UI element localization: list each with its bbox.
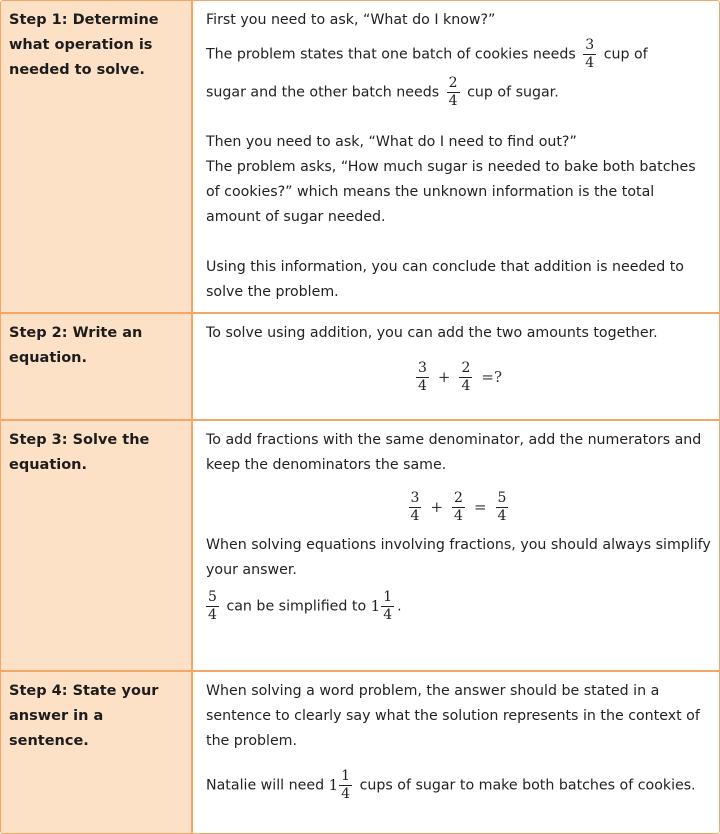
denominator: 4 — [448, 93, 458, 109]
denominator: 4 — [454, 508, 463, 524]
numerator: 1 — [383, 589, 393, 605]
text: cup of sugar. — [467, 84, 559, 101]
denominator: 4 — [208, 607, 217, 623]
text: The problem states that one batch of cookies needs — [206, 46, 576, 63]
text-line: To add fractions with the same denominator, add the numerators and keep the denominators the same. — [206, 432, 702, 473]
denominator: 4 — [417, 378, 427, 394]
mixed-number — [329, 768, 355, 803]
denominator: 4 — [383, 607, 393, 623]
table-row — [1, 672, 719, 833]
fraction — [496, 490, 509, 525]
whole-part: 1 — [370, 597, 381, 615]
step-content — [193, 421, 719, 670]
step-label: Step 4: State your answer in a sentence. — [1, 672, 193, 833]
equation — [206, 356, 711, 395]
fraction — [447, 75, 460, 110]
mixed-number — [371, 589, 397, 624]
numerator: 5 — [497, 490, 507, 506]
equation — [206, 486, 711, 525]
step-content — [193, 672, 719, 833]
text: cups of sugar to make both batches of cookies. — [359, 777, 696, 794]
numerator: 2 — [461, 360, 471, 376]
fraction — [409, 490, 422, 525]
plus-sign: + — [430, 498, 444, 516]
text-line — [206, 768, 711, 803]
numerator: 2 — [448, 75, 458, 91]
step-content — [193, 1, 719, 312]
equals-sign: = — [473, 498, 487, 516]
text-line — [206, 75, 711, 110]
text: can be simplified to — [226, 598, 367, 615]
fraction — [459, 360, 472, 395]
text: cup of — [603, 46, 648, 63]
text-line: Using this information, you can conclude that addition is needed to solve the problem. — [206, 259, 684, 300]
equals-question: =? — [481, 368, 503, 386]
text-line — [206, 37, 711, 72]
fraction — [583, 37, 596, 72]
fraction — [452, 490, 465, 525]
text-line: First you need to ask, “What do I know?” — [206, 12, 496, 28]
table-row — [1, 421, 719, 670]
denominator: 4 — [497, 508, 507, 524]
step-content — [193, 314, 719, 419]
numerator: 3 — [417, 360, 427, 376]
numerator: 1 — [341, 768, 351, 784]
text-line: When solving equations involving fractions, you should always simplify your answer. — [206, 537, 711, 578]
text-line: Then you need to ask, “What do I need to find out?” — [206, 134, 577, 150]
step-label: Step 1: Determine what operation is needed to solve. — [1, 1, 193, 312]
text-line: To solve using addition, you can add the two amounts together. — [206, 325, 658, 341]
step-label: Step 2: Write an equation. — [1, 314, 193, 419]
step-label: Step 3: Solve the equation. — [1, 421, 193, 670]
fraction — [381, 589, 394, 624]
numerator: 2 — [454, 490, 463, 506]
text-line — [206, 589, 711, 624]
text: sugar and the other batch needs — [206, 84, 440, 101]
denominator: 4 — [410, 508, 420, 524]
numerator: 3 — [410, 490, 420, 506]
denominator: 4 — [585, 55, 595, 71]
fraction — [416, 360, 429, 395]
period: . — [397, 598, 402, 615]
text-line: When solving a word problem, the answer should be stated in a sentence to clearly say what the solution represents in the context of the problem. — [206, 683, 700, 749]
text: Natalie will need — [206, 777, 325, 794]
whole-part: 1 — [328, 776, 339, 794]
numerator: 3 — [585, 37, 595, 53]
denominator: 4 — [341, 786, 351, 802]
table-row — [1, 1, 719, 312]
fraction — [206, 589, 219, 624]
numerator: 5 — [208, 589, 217, 605]
plus-sign: + — [437, 368, 451, 386]
fraction — [339, 768, 352, 803]
text-line: The problem asks, “How much sugar is needed to bake both batches of cookies?” which means the unknown information is the total amount of sugar needed. — [206, 159, 696, 225]
denominator: 4 — [461, 378, 471, 394]
table-row — [1, 314, 719, 419]
